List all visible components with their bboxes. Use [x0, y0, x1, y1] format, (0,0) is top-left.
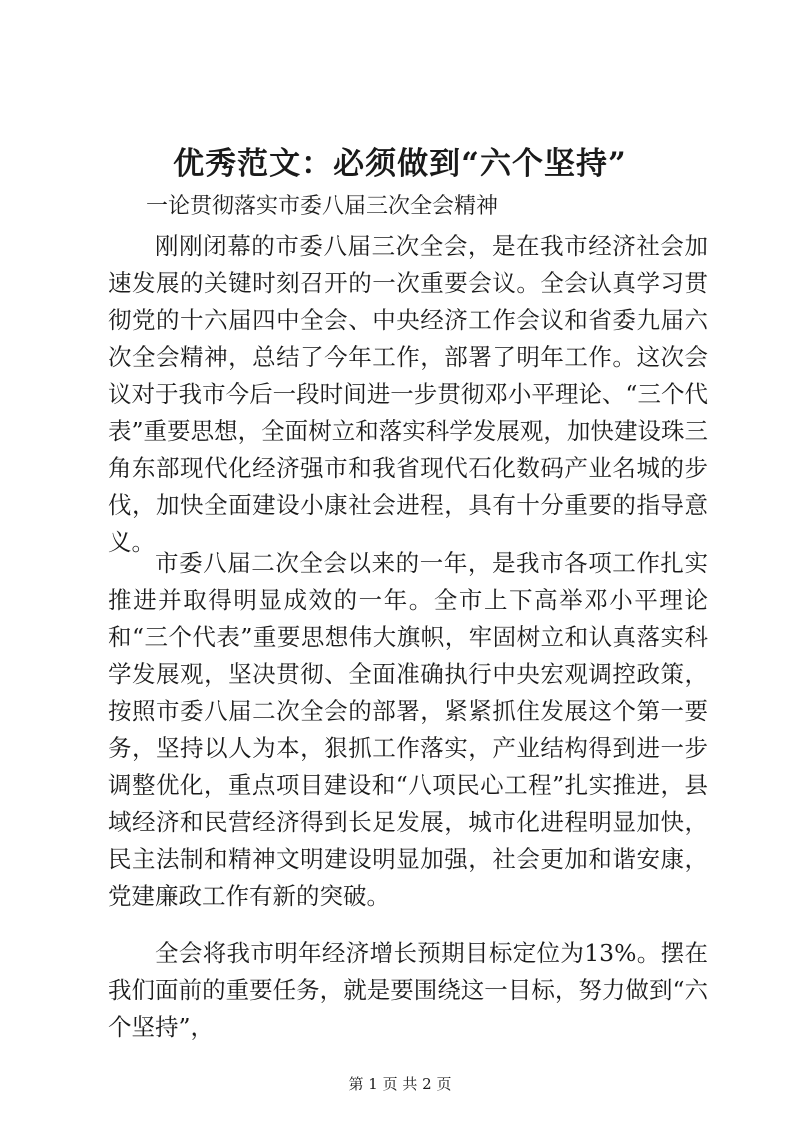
page-footer: 第 1 页 共 2 页	[348, 1075, 452, 1093]
document-title: 优秀范文：必须做到“六个坚持”	[173, 146, 627, 182]
document-subtitle: 一论贯彻落实市委八届三次全会精神	[146, 194, 499, 219]
paragraph-2: 市委八届二次全会以来的一年，是我市各项工作扎实推进并取得明显成效的一年。全市上下高举邓小平理论和“三个代表”重要思想伟大旗帜，牢固树立和认真落实科学发展观，坚决贯彻、全面准确执行中央宏观调控政策，按照市委八届二次全会的部署，紧紧抓住发展这个第一要务，坚持以人为本，狠抓工作落实，产业结构得到进一步调整优化，重点项目建设和“八项民心工程”扎实推进，县域经济和民营经济得到长足发展，城市化进程明显加快，民主法制和精神文明建设明显加强，社会更加和谐安康，党建廉政工作有新的突破。	[108, 549, 708, 910]
paragraph-3: 全会将我市明年经济增长预期目标定位为13%。摆在我们面前的重要任务，就是要围绕这一目标，努力做到“六个坚持”，	[108, 939, 708, 1041]
paragraph-1: 刚刚闭幕的市委八届三次全会，是在我市经济社会加速发展的关键时刻召开的一次重要会议。全会认真学习贯彻党的十六届四中全会、中央经济工作会议和省委九届六次全会精神，总结了今年工作，部署了明年工作。这次会议对于我市今后一段时间进一步贯彻邓小平理论、“三个代表”重要思想，全面树立和落实科学发展观，加快建设珠三角东部现代化经济强市和我省现代石化数码产业名城的步伐，加快全面建设小康社会进程，具有十分重要的指导意义。	[108, 232, 708, 556]
